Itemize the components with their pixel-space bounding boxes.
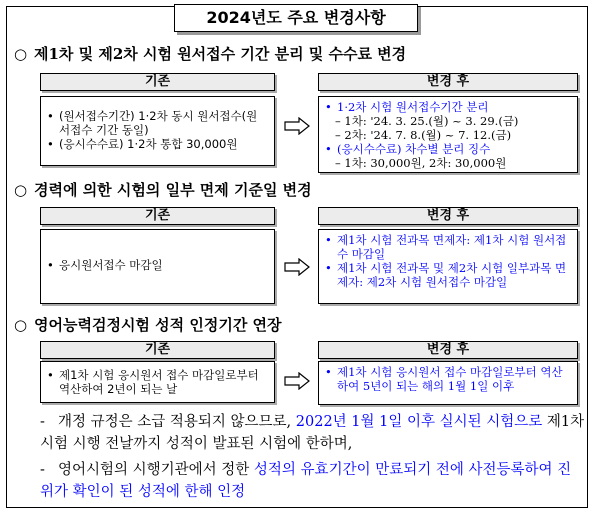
right-arrow-icon: [284, 117, 310, 135]
section-heading-text: 제1차 및 제2차 시험 원서접수 기간 분리 및 수수료 변경: [34, 45, 407, 63]
after-label: 변경 후: [318, 73, 578, 91]
after-box: [318, 229, 578, 304]
before-label: 기존: [40, 73, 275, 91]
circle-bullet-icon: ○: [14, 316, 28, 334]
dash-marker: -: [40, 414, 45, 430]
list-item: • 제1차 시험 응시원서 접수 마감일로부터 역산하여 5년이 되는 해의 1월 1일 이후: [325, 365, 563, 393]
list-item: • (응시수수료) 1·2차 통합 30,000원: [47, 137, 238, 151]
footnote-text: 개정 규정은 소급 적용되지 않으므로,: [58, 414, 296, 430]
list-item: • 제1차 시험 전과목 면제자: 제1차 시험 원서접수 마감일: [325, 233, 567, 261]
section-heading-text: 영어능력검정시험 성적 인정기간 연장: [34, 316, 282, 334]
after-label: 변경 후: [318, 341, 578, 359]
before-box: [40, 229, 275, 304]
after-box: [318, 361, 578, 405]
section-heading-2: [14, 179, 312, 200]
section-heading-3: [14, 314, 282, 335]
list-item: • 응시원서접수 마감일: [47, 258, 163, 272]
circle-bullet-icon: ○: [14, 45, 28, 63]
dash-marker: -: [40, 462, 45, 478]
list-item: • (응시수수료) 차수별 분리 징수: [325, 142, 491, 156]
footnote-1: [40, 411, 585, 455]
footnote-highlight: 2022년 1월 1일 이후 실시된 시험으로: [295, 414, 543, 430]
list-subitem: – 1차: 30,000원, 2차: 30,000원: [335, 156, 507, 170]
footnote-text: 제1차 시험 시행 전날까지 성적이 발표된 시험에 한하며,: [40, 414, 585, 452]
right-arrow-icon: [284, 258, 310, 276]
after-box: [318, 96, 578, 173]
list-subitem: – 1차: '24. 3. 25.(월) ~ 3. 29.(금): [335, 114, 519, 128]
right-arrow-icon: [284, 372, 310, 390]
footnote-text: 영어시험의 시행기관에서 정한: [58, 462, 254, 478]
footnote-2: [40, 459, 585, 503]
before-box: [40, 96, 275, 166]
page-title: 2024년도 주요 변경사항: [174, 4, 418, 32]
list-subitem: – 2차: '24. 7. 8.(월) ~ 7. 12.(금): [335, 128, 512, 142]
before-label: 기존: [40, 207, 275, 225]
before-box: [40, 361, 275, 403]
list-item: • 1·2차 시험 원서접수기간 분리: [325, 100, 489, 114]
after-label: 변경 후: [318, 207, 578, 225]
before-label: 기존: [40, 341, 275, 359]
circle-bullet-icon: ○: [14, 181, 28, 199]
section-heading-1: [14, 43, 406, 64]
list-item: • 제1차 시험 응시원서 접수 마감일로부터 역산하여 2년이 되는 날: [47, 368, 259, 396]
section-heading-text: 경력에 의한 시험의 일부 면제 기준일 변경: [34, 181, 312, 199]
list-item: • (원서접수기간) 1·2차 동시 원서접수(원서접수 기간 동일): [47, 109, 258, 137]
list-item: • 제1차 시험 전과목 및 제2차 시험 일부과목 면제자: 제2차 시험 원서접수 마감일: [325, 261, 567, 289]
footnote-highlight: 성적의 유효기간이 만료되기 전에 사전등록하여 진위가 확인이 된 성적에 한해 인정: [40, 462, 572, 500]
